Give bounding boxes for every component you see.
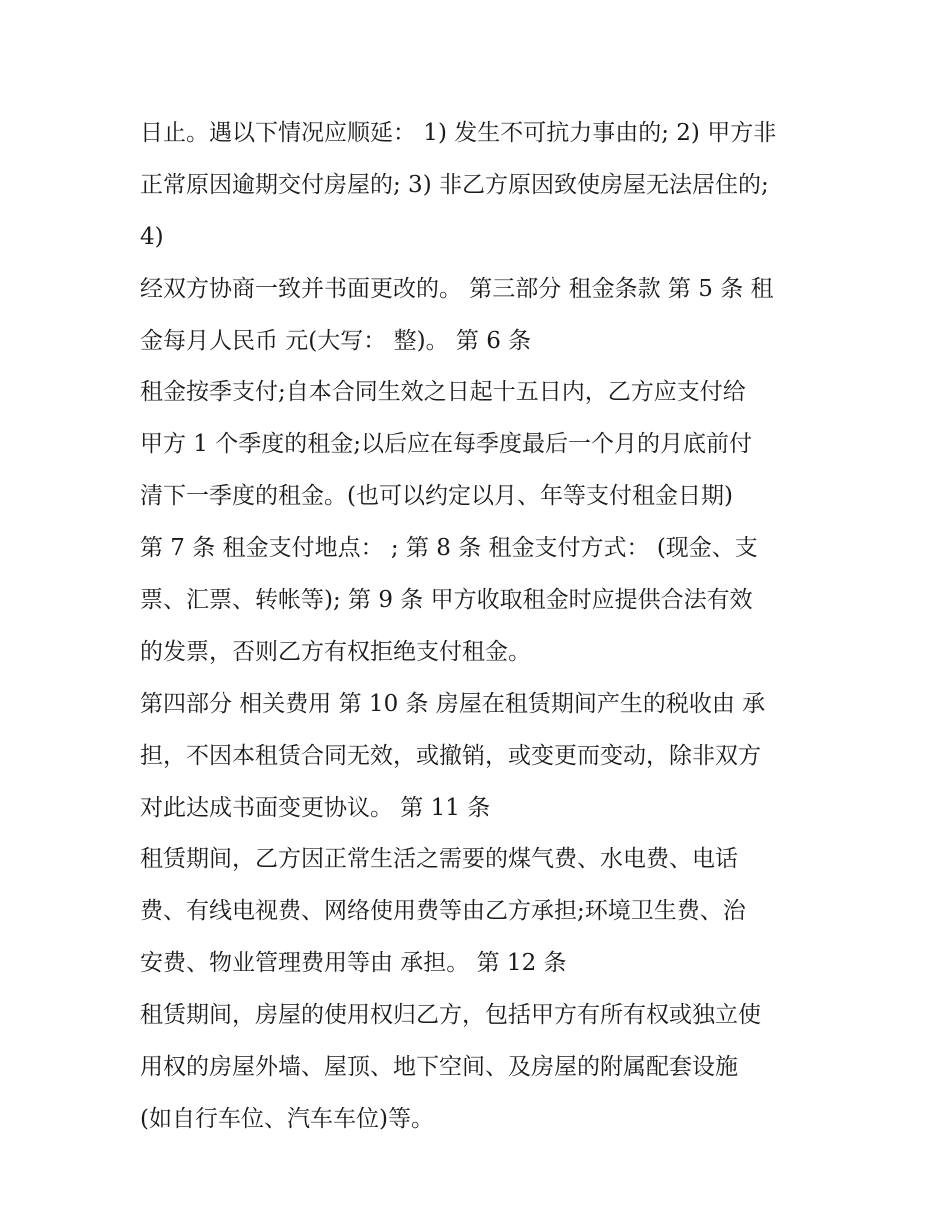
text-line: 经双方协商一致并书面更改的。 第三部分 租金条款 第 5 条 租: [140, 275, 774, 302]
text-line: 安费、物业管理费用等由 承担。 第 12 条: [140, 950, 567, 977]
text-line: 对此达成书面变更协议。 第 11 条: [140, 794, 491, 821]
text-line: 租金按季支付;自本合同生效之日起十五日内，乙方应支付给: [140, 379, 746, 406]
text-line: 4): [140, 223, 164, 250]
text-line: (如自行车位、汽车车位)等。: [140, 1105, 434, 1132]
text-line: 正常原因逾期交付房屋的; 3) 非乙方原因致使房屋无法居住的;: [140, 171, 769, 198]
text-line: 用权的房屋外墙、屋顶、地下空间、及房屋的附属配套设施: [140, 1054, 738, 1081]
text-line: 租赁期间，房屋的使用权归乙方，包括甲方有所有权或独立使: [140, 1002, 761, 1029]
text-line: 担，不因本租赁合同无效，或撤销，或变更而变动，除非双方: [140, 742, 761, 769]
text-line: 日止。遇以下情况应顺延： 1) 发生不可抗力事由的; 2) 甲方非: [140, 120, 777, 146]
text-line: 第四部分 相关费用 第 10 条 房屋在租赁期间产生的税收由 承: [140, 690, 766, 717]
text-line: 的发票，否则乙方有权拒绝支付租金。: [140, 638, 531, 665]
text-line: 租赁期间，乙方因正常生活之需要的煤气费、水电费、电话: [140, 846, 738, 873]
text-line: 清下一季度的租金。(也可以约定以月、年等支付租金日期): [140, 483, 733, 510]
text-line: 金每月人民币 元(大写： 整)。 第 6 条: [140, 327, 532, 354]
text-line: 甲方 1 个季度的租金;以后应在每季度最后一个月的月底前付: [140, 431, 753, 458]
text-line: 第 7 条 租金支付地点： ; 第 8 条 租金支付方式： (现金、支: [140, 535, 758, 562]
text-line: 票、汇票、转帐等); 第 9 条 甲方收取租金时应提供合法有效: [140, 587, 753, 614]
body-text: [140, 108, 820, 1146]
text-line: 费、有线电视费、网络使用费等由乙方承担;环境卫生费、治: [140, 898, 746, 925]
